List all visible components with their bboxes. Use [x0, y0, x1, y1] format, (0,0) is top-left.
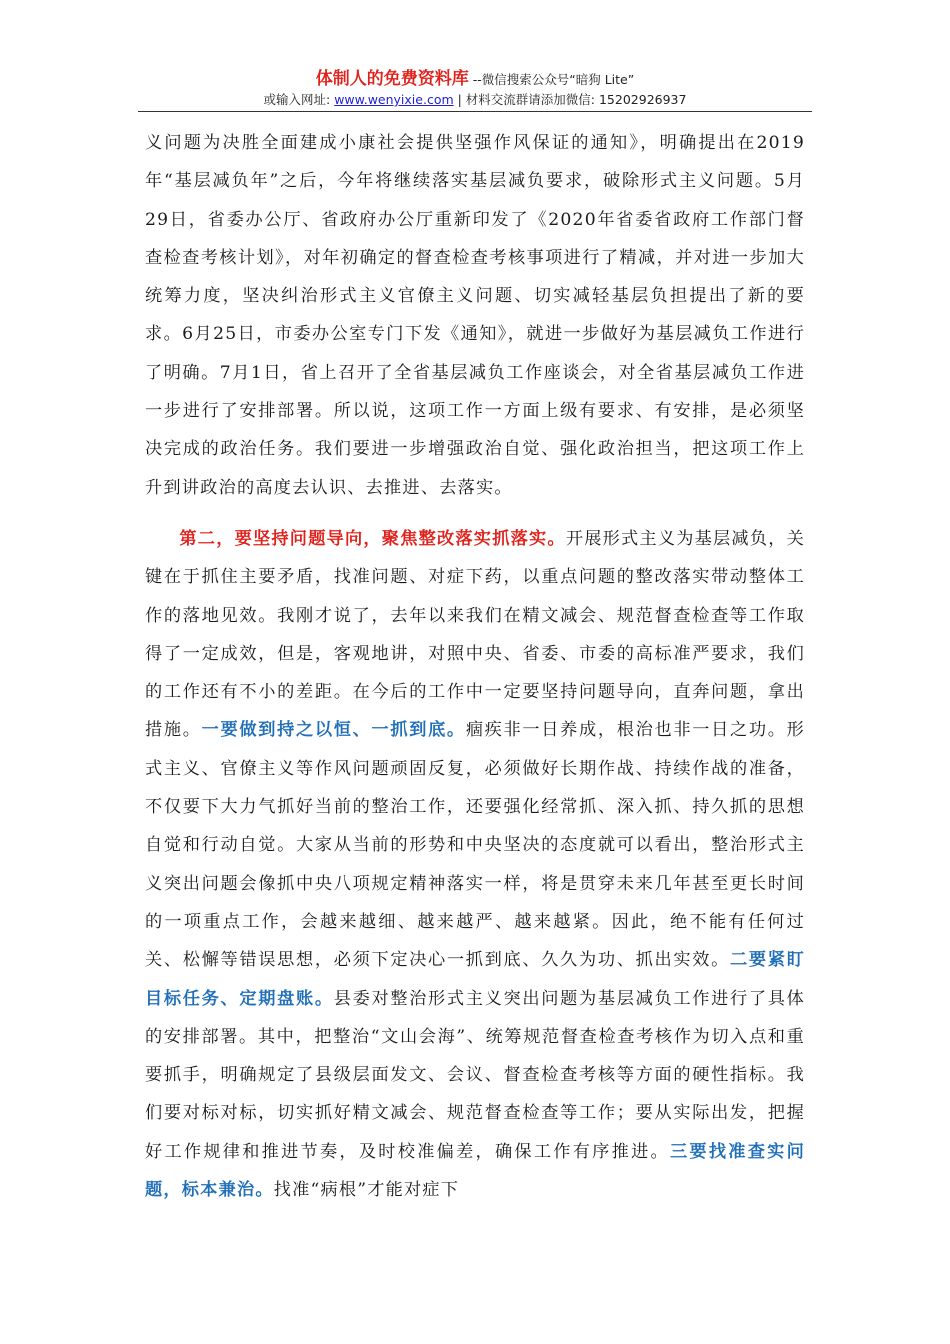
header-title-line [138, 68, 812, 91]
page-header [138, 68, 812, 109]
section-heading-second: 第二，要坚持问题导向，聚焦整改落实抓落实。 [179, 528, 566, 549]
header-slogan: --微信搜索公众号“暗狗 Lite” [468, 72, 635, 87]
subheading-one: 一要做到持之以恒、一抓到底。 [201, 720, 466, 741]
paragraph-text: 痼疾非一日养成，根治也非一日之功。形式主义、官僚主义等作风问题顽固反复，必须做好长期作战、持续作战的准备，不仅要下大力气抓好当前的整治工作，还要强化经常抓、深入抓、持久抓的思想自觉和行动自觉。大家从当前的形势和中央坚决的态度就可以看出，整治形式主义突出问题会像抓中央八项规定精神落实一样，将是贯穿未来几年甚至更长时间的一项重点工作，会越来越细、越来越严、越来越紧。因此，绝不能有任何过关、松懈等错误思想，必须下定决心一抓到底、久久为功、抓出实效。 [145, 720, 805, 971]
header-brand: 体制人的免费资料库 [315, 69, 469, 89]
subheading-three: 三要找准查实问题，标本兼治。 [145, 1141, 805, 1201]
paragraph-text: 县委对整治形式主义突出问题为基层减负工作进行了具体的安排部署。其中，把整治“文山会海”、统筹规范督查检查考核作为切入点和重要抓手，明确规定了县级层面发文、会议、督查检查考核等方面的硬性指标。我们要对标对标，切实抓好精文减会、规范督查检查等工作；要从实际出发，把握好工作规律和推进节奏，及时校准偏差，确保工作有序推进。 [145, 988, 805, 1162]
header-divider [138, 111, 812, 112]
header-contact-line [138, 91, 812, 109]
paragraph-text: 开展形式主义为基层减负，关键在于抓住主要矛盾，找准问题、对症下药，以重点问题的整改落实带动整体工作的落地见效。我刚才说了，去年以来我们在精文减会、规范督查检查等工作取得了一定成效，但是，客观地讲，对照中央、省委、市委的高标准严要求，我们的工作还有不小的差距。在今后的工作中一定要坚持问题导向，直奔问题，拿出措施。 [145, 528, 806, 741]
subheading-two: 二要紧盯目标任务、定期盘账。 [145, 950, 805, 1009]
paragraph-continued: 义问题为决胜全面建成小康社会提供坚强作风保证的通知》，明确提出在2019年“基层减负年”之后，今年将继续落实基层减负要求，破除形式主义问题。5月29日，省委办公厅、省政府办公厅重新印发了《2020年省委省政府工作部门督查检查考核计划》，对年初确定的督查检查考核事项进行了精减，并对进一步加大统筹力度，坚决纠治形式主义官僚主义问题、切实减轻基层负担提出了新的要求。6月25日，市委办公室专门下发《通知》，就进一步做好为基层减负工作进行了明确。7月1日，省上召开了全省基层减负工作座谈会，对全省基层减负工作进一步进行了安排部署。所以说，这项工作一方面上级有要求、有安排，是必须坚决完成的政治任务。我们要进一步增强政治自觉、强化政治担当，把这项工作上升到讲政治的高度去认识、去推进、去落实。 [145, 133, 805, 498]
header-site-link[interactable]: www.wenyixie.com [334, 92, 454, 107]
header-contact: | 材料交流群请添加微信: 15202926937 [453, 92, 687, 107]
document-body [145, 124, 805, 1209]
header-site-prefix: 或输入网址: [263, 92, 335, 107]
paragraph-second-point [145, 520, 805, 1209]
paragraph-text: 找准“病根”才能对症下 [273, 1180, 460, 1201]
